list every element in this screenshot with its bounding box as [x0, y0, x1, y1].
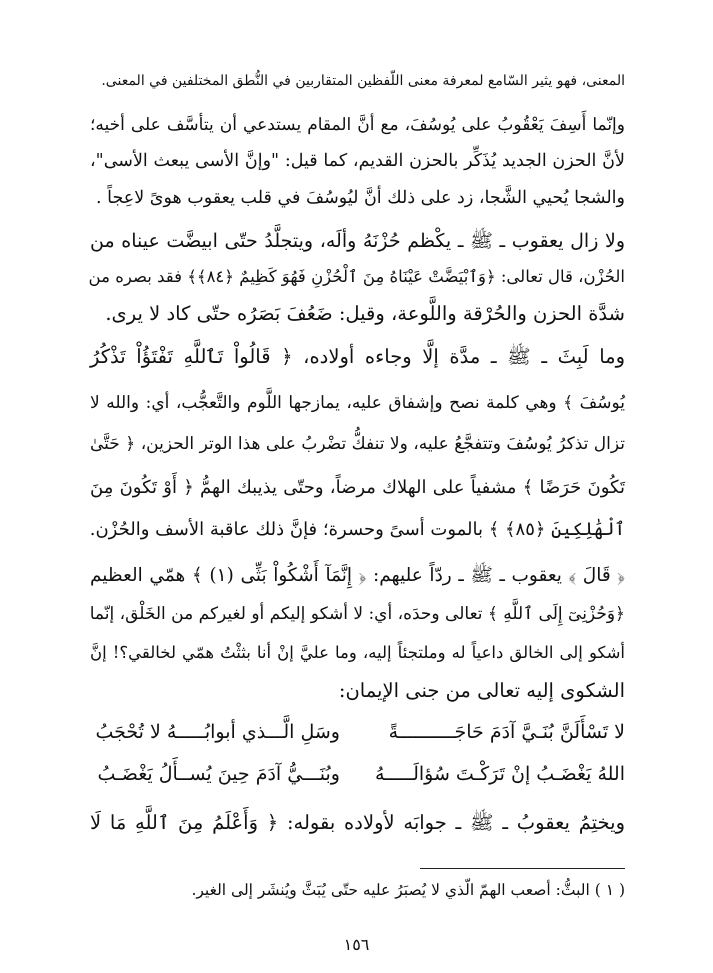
text-line: ﴿وَحُزْنِىٓ إِلَى ٱللَّهِ ﴾ تعالى وحدَه، أي: لا أشكو إليكم أو لغيركم من الخَلْق، إنّما	[89, 604, 625, 624]
poem-hemistich-left: وبُنَـــيُّ آدَمَ حِينَ يُســأَلُ يَغْضَـبُ	[97, 763, 340, 785]
poem-hemistich-right: لا تَسْأَلَنَّ بُنَـيَّ آدَمَ حَاجَــــــــــةً	[388, 721, 625, 743]
text-line: ﴿ قَالَ ﴾ يعقوب ـ ﷺ ـ ردّاً عليهم: ﴿ إِنَّمَآ أَشْكُواْ بَثِّى (١) ﴾ همّي العظيم	[90, 565, 625, 586]
footnote-separator	[420, 868, 625, 869]
text-line: وما لَبِثَ ـ ﷺ ـ مدَّة إلَّا وجاءه أولاده، ﴿ قَالُواْ تَٱللَّهِ تَفْتَؤُاْ تَذْكُرُ	[90, 345, 625, 368]
text-line: لأنَّ الحزن الجديد يُذَكِّر بالحزن القديم، كما قيل: "وإنَّ الأسى يبعث الأسى"،	[90, 151, 625, 171]
text-line: الشكوى إليه تعالى من جنى الإيمان:	[338, 679, 625, 702]
text-line: تَكُونَ حَرَضًا ﴾ مشفياً على الهلاك مرضاً، وحتّى يذيبك الهمُّ ﴿ أَوْ تَكُونَ مِنَ	[90, 477, 625, 498]
poem-hemistich-left: وسَلِ الَّـــذي أبوابُـــــهُ لا تُحْجَبُ	[95, 721, 340, 743]
footnote: ( ١ ) البثُّ: أصعب الهمّ الّذي لا يُصبَرُ عليه حتّى يُبَثَّ ويُنشَر إلى الغير.	[191, 881, 625, 899]
text-line: يُوسُفَ ﴾ وهي كلمة نصح وإشفاق عليه، يمازجها اللَّوم والتَّعجُّب، أي: والله لا	[90, 393, 625, 413]
text-line: والشجا يُحيي الشَّجا، زد على ذلك أنَّ ليُوسُفَ في قلب يعقوب هوىً لاعِجاً .	[96, 188, 625, 208]
text-line: وإنّما أَسِفَ يَعْقُوبُ على يُوسُفَ، مع أنَّ المقام يستدعي أن يتأسَّف على أخيه؛	[90, 115, 625, 135]
text-line: ولا زال يعقوب ـ ﷺ ـ يكْظم حُزْنَهُ وألَه، ويتجلَّدُ حتّى ابيضَّت عيناه من	[90, 230, 625, 252]
text-line: الحُزْن، قال تعالى: ﴿وَٱبْيَضَّتْ عَيْنَاهُ مِنَ ٱلْحُزْنِ فَهُوَ كَظِيمٌ ﴿٨٤﴾﴾ فقد بصره من	[88, 267, 625, 286]
text-line: ٱلْهَٰلِكِينَ ﴿٨٥﴾ ﴾ بالموت أسىً وحسرة؛ فإنَّ ذلك عاقبة الأسف والحُزْن.	[89, 519, 625, 540]
poem-hemistich-right: اللهُ يَغْضَـبُ إنْ تَرَكْـتَ سُؤالَـــــهُ	[375, 763, 625, 785]
text-line: المعنى، فهو يثير السّامع لمعرفة معنى اللّفظين المتقاربين في النُّطق المختلفين في المعنى.	[101, 73, 625, 89]
page-number: ١٥٦	[343, 935, 370, 954]
text-line: أشكو إلى الخالق داعياً له وملتجئاً إليه، وما عليَّ إنْ أنا بثثْتُ همّي لخالقي؟! إنَّ	[90, 643, 625, 662]
text-line: شدَّة الحزن والحُرْقة واللَّوعة، وقيل: ضَعُفَ بَصَرُه حتّى كاد لا يرى.	[105, 302, 625, 325]
text-line: تزال تذكرُ يُوسُفَ وتتفجَّعُ عليه، ولا تنفكُّ تضْربُ على هذا الوتر الحزين، ﴿ حَتَّىٰ	[90, 434, 625, 454]
text-line: ويختِمُ يعقوبُ ـ ﷺ ـ جوابَه لأولاده بقوله: ﴿ وَأَعْلَمُ مِنَ ٱللَّهِ مَا لَا	[90, 811, 625, 834]
